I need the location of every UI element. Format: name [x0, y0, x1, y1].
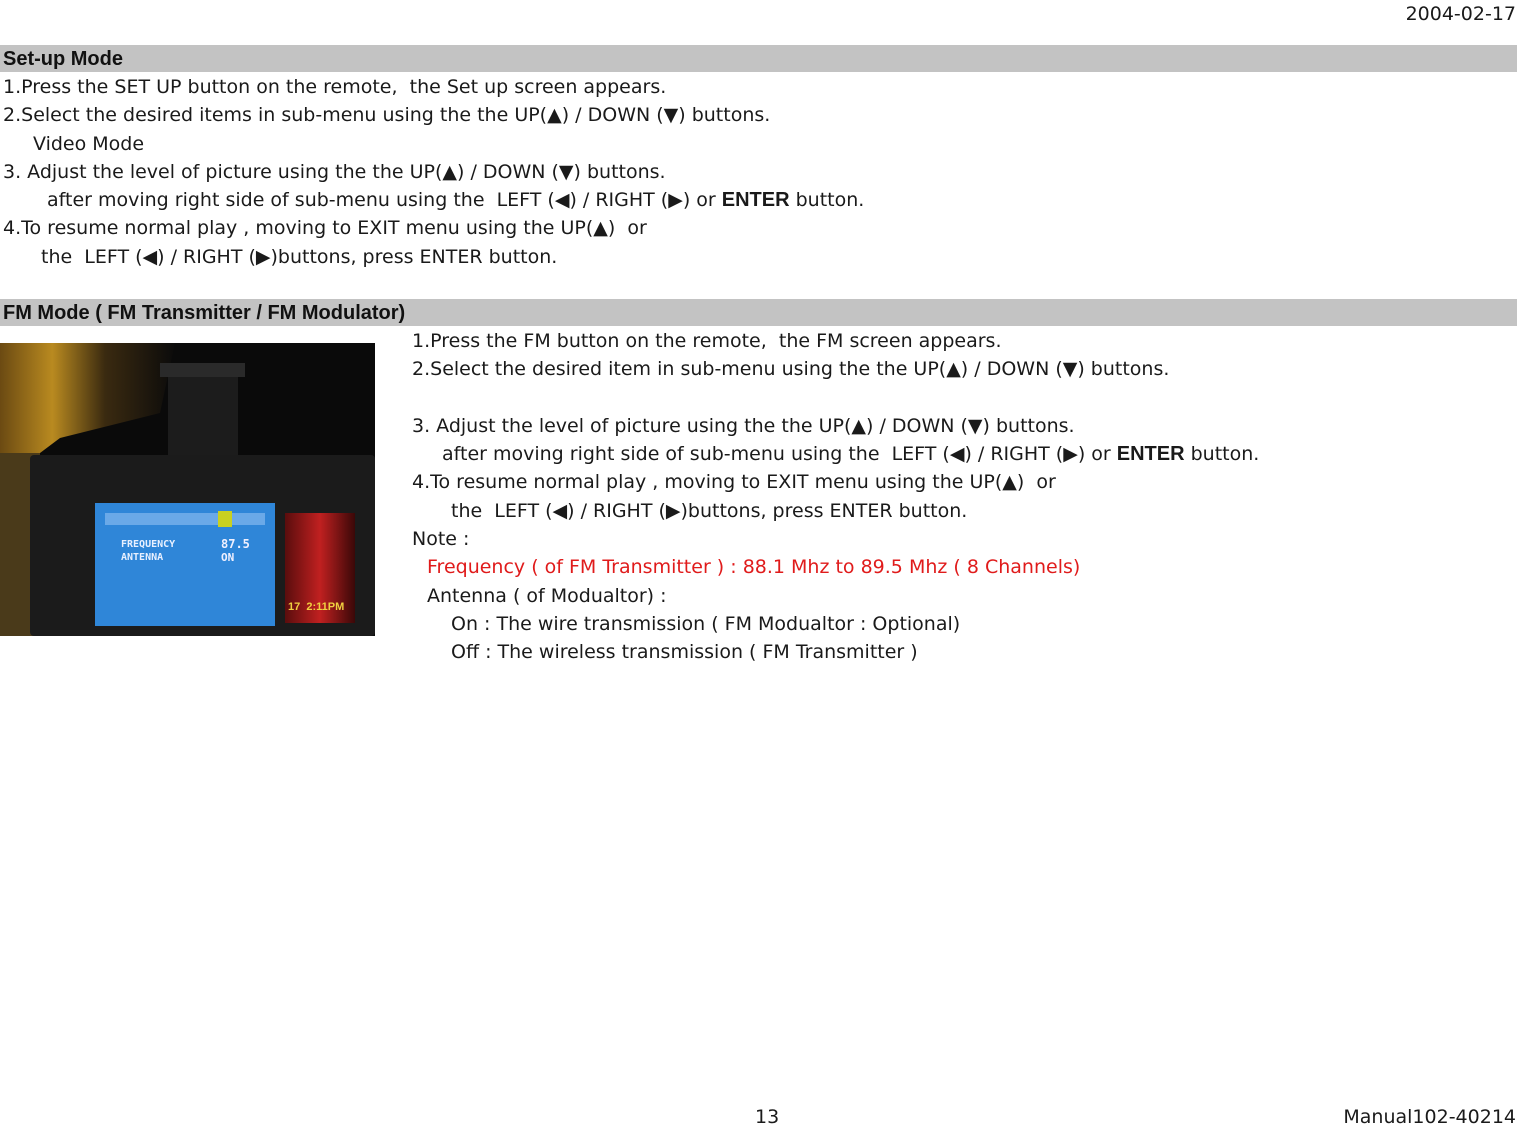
setup-section-header: [0, 45, 1517, 72]
fm-step-3-detail-text: after moving right side of sub-menu using the LEFT (◀) / RIGHT (▶) or: [442, 443, 1117, 465]
setup-video-mode: Video Mode: [33, 133, 145, 155]
fm-note-frequency: Frequency ( of FM Transmitter ) : 88.1 Mhz to 89.5 Mhz ( 8 Channels): [427, 556, 1081, 578]
setup-enter-key: ENTER: [721, 189, 790, 211]
menu-icon-row: [105, 513, 265, 525]
setup-step-3: 3. Adjust the level of picture using the the UP(▲) / DOWN (▼) buttons.: [3, 161, 666, 183]
setup-step-4: 4.To resume normal play , moving to EXIT menu using the UP(▲) or: [3, 217, 647, 239]
document-date: 2004-02-17: [1405, 3, 1516, 25]
menu-freq-label: FREQUENCY: [121, 539, 176, 550]
menu-antenna-label: ANTENNA: [121, 552, 164, 563]
fm-note-antenna: Antenna ( of Modualtor) :: [427, 585, 667, 607]
fm-step-4: 4.To resume normal play , moving to EXIT menu using the UP(▲) or: [412, 471, 1056, 493]
fm-step-4-detail: the LEFT (◀) / RIGHT (▶)buttons, press ENTER button.: [451, 500, 968, 522]
menu-antenna-value: ON: [221, 551, 235, 564]
fm-step-1: 1.Press the FM button on the remote, the FM screen appears.: [412, 330, 1002, 352]
fm-screen-photo-drawing: [0, 343, 375, 636]
fm-section-title: FM Mode ( FM Transmitter / FM Modulator): [3, 302, 406, 324]
tv-stand-block: [168, 363, 238, 458]
fm-note-label: Note :: [412, 528, 470, 550]
fm-screen-photo: [0, 343, 375, 636]
fm-step-3-detail: [442, 440, 1259, 468]
fm-enter-key: ENTER: [1116, 443, 1185, 465]
fm-note-antenna-off: Off : The wireless transmission ( FM Transmitter ): [451, 641, 918, 663]
setup-step-4-detail: the LEFT (◀) / RIGHT (▶)buttons, press ENTER button.: [41, 246, 558, 268]
fm-step-3-detail-end: button.: [1184, 443, 1260, 465]
manual-id: Manual102-40214: [1343, 1106, 1516, 1128]
menu-selected-icon: [218, 511, 232, 527]
fm-section-header: [0, 299, 1517, 326]
setup-step-2: 2.Select the desired items in sub-menu using the the UP(▲) / DOWN (▼) buttons.: [3, 104, 771, 126]
setup-section-title: Set-up Mode: [3, 48, 123, 70]
page-number: 13: [755, 1106, 780, 1128]
setup-step-1: 1.Press the SET UP button on the remote, the Set up screen appears.: [3, 76, 667, 98]
setup-step-3-detail: [47, 186, 864, 214]
setup-step-3-detail-text: after moving right side of sub-menu using the LEFT (◀) / RIGHT (▶) or: [47, 189, 722, 211]
fm-step-2: 2.Select the desired item in sub-menu using the the UP(▲) / DOWN (▼) buttons.: [412, 358, 1170, 380]
menu-freq-value: 87.5: [221, 537, 250, 551]
tv-clock: 17 2:11PM: [288, 601, 345, 613]
fm-note-antenna-on: On : The wire transmission ( FM Modualtor : Optional): [451, 613, 961, 635]
fm-step-3: 3. Adjust the level of picture using the the UP(▲) / DOWN (▼) buttons.: [412, 415, 1075, 437]
setup-step-3-detail-end: button.: [789, 189, 865, 211]
